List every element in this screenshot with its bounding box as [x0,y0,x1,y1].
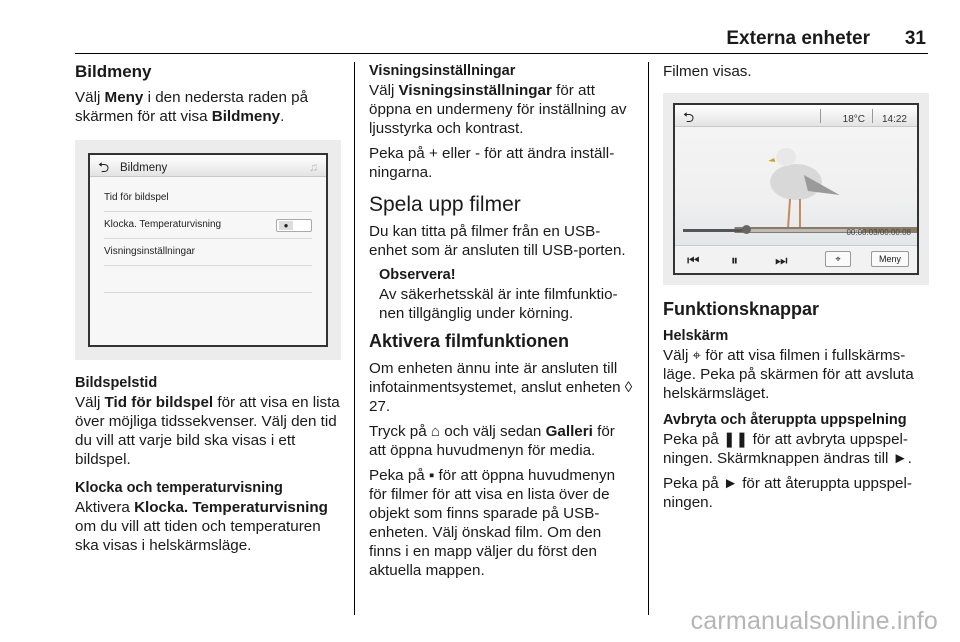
playback-time: 00:00:03/00:00:08 [846,228,911,237]
helskarm-heading: Helskärm [663,328,729,344]
toggle-switch[interactable] [276,219,312,232]
visningsinstallningar-heading: Visningsinställningar [369,63,516,79]
note-box [369,266,633,323]
klocka-text: Aktivera Klocka. Temperaturvisning om du vill att tiden och temperaturen ska visas i helskärmsläge. [75,499,328,554]
column-left [75,62,343,561]
section-title: Externa enheter [726,28,870,49]
tryck-text: Tryck på ⌂ och välj sedan Galleri för att öppna huvudmenyn för media. [369,423,615,459]
temperature-display: 18°C [842,114,865,125]
video-top-bar [675,105,917,127]
toggle-knob: ● [279,221,293,230]
aktivera-heading: Aktivera filmfunktionen [369,331,570,351]
back-arrow-icon[interactable]: ⮌ [98,159,110,175]
funktionsknappar-heading: Funktionsknappar [663,299,820,319]
menu-item-empty [104,266,312,293]
infotainment-screen [88,153,328,347]
watermark: carmanualsonline.info [690,607,938,635]
fullscreen-button[interactable]: ⌖ [825,251,851,267]
progress-handle[interactable] [742,225,751,234]
peka-huvudmeny-text: Peka på ▪ för att öppna huvudmenyn för filmer för att visa en lista över de objekt som finns sparade på USB-enheten. Välj önskad film. Om den finns i en mapp väljer du först den aktuella mappen. [369,467,616,579]
column-divider [648,62,649,615]
next-track-icon[interactable]: ⏭ [775,252,788,268]
klocka-heading: Klocka och temperaturvisning [75,480,283,496]
separator [820,109,821,123]
clock-display: 14:22 [881,114,907,125]
progress-fill [683,229,746,232]
music-note-icon: ♫ [309,160,318,174]
menu-item-visningsinstallningar[interactable]: Visningsinställningar [104,239,312,266]
peka-text: Peka på + eller - för att ändra inställningarna. [369,145,615,181]
menu-list [104,185,312,293]
back-arrow-icon[interactable]: ⮌ [683,109,695,125]
progress-bar[interactable] [683,229,863,232]
bildmeny-intro: Välj Meny i den nedersta raden på skärmen för att visa Bildmeny. [75,89,309,125]
helskarm-text: Välj ⌖ för att visa filmen i fullskärmsläge. Peka på skärmen för att avsluta helskärmsläget. [663,347,914,402]
playback-controls [675,245,917,273]
visningsinstallningar-text: Välj Visningsinställningar för att öppna en undermeny för inställning av ljusstyrka och kontrast. [369,82,627,137]
page-number: 31 [904,28,926,49]
avbryta-heading: Avbryta och återuppta uppspelning [663,412,907,428]
avbryta-text: Peka på ❚❚ för att avbryta uppspelningen. Skärmknappen ändras till ►. [663,431,912,467]
video-player-screen [673,103,919,275]
column-right [663,62,931,518]
bildmeny-heading: Bildmeny [75,62,152,81]
observera-heading: Observera! [379,267,456,283]
menu-item-tid-for-bildspel[interactable]: Tid för bildspel [104,185,312,212]
menu-item-klocka-temperatur[interactable]: Klocka. Temperaturvisning ● [104,212,312,239]
column-middle [369,62,633,586]
video-player-screenshot [663,93,929,285]
observera-text: Av säkerhetsskäl är inte filmfunktionen tillgänglig under körning. [379,286,618,322]
bildmeny-screenshot [75,140,341,360]
bildspelstid-text: Välj Tid för bildspel för att visa en lista över möjliga tidssekvenser. Välj den tid du vill att varje bild ska visas i ett bildspel. [75,394,340,468]
aktivera-text: Om enheten ännu inte är ansluten till infotainmentsystemet, anslut enheten ◊ 27. [369,360,633,415]
screen-title: Bildmeny [120,162,168,174]
spela-upp-filmer-heading: Spela upp filmer [369,193,521,216]
screen-title-bar [90,155,326,177]
separator [872,109,873,123]
previous-track-icon[interactable]: ⏮ [687,252,700,268]
pause-icon[interactable]: ⏸ [731,252,738,268]
ateruppta-text: Peka på ► för att återuppta uppspelningen. [663,475,912,511]
filmen-visas-text: Filmen visas. [663,63,752,80]
spela-upp-text: Du kan titta på filmer från en USB-enhet som är ansluten till USB-porten. [369,223,626,259]
menu-button[interactable]: Meny [871,251,909,267]
bildspelstid-heading: Bildspelstid [75,375,158,391]
column-divider [354,62,355,615]
page-header [75,26,928,54]
